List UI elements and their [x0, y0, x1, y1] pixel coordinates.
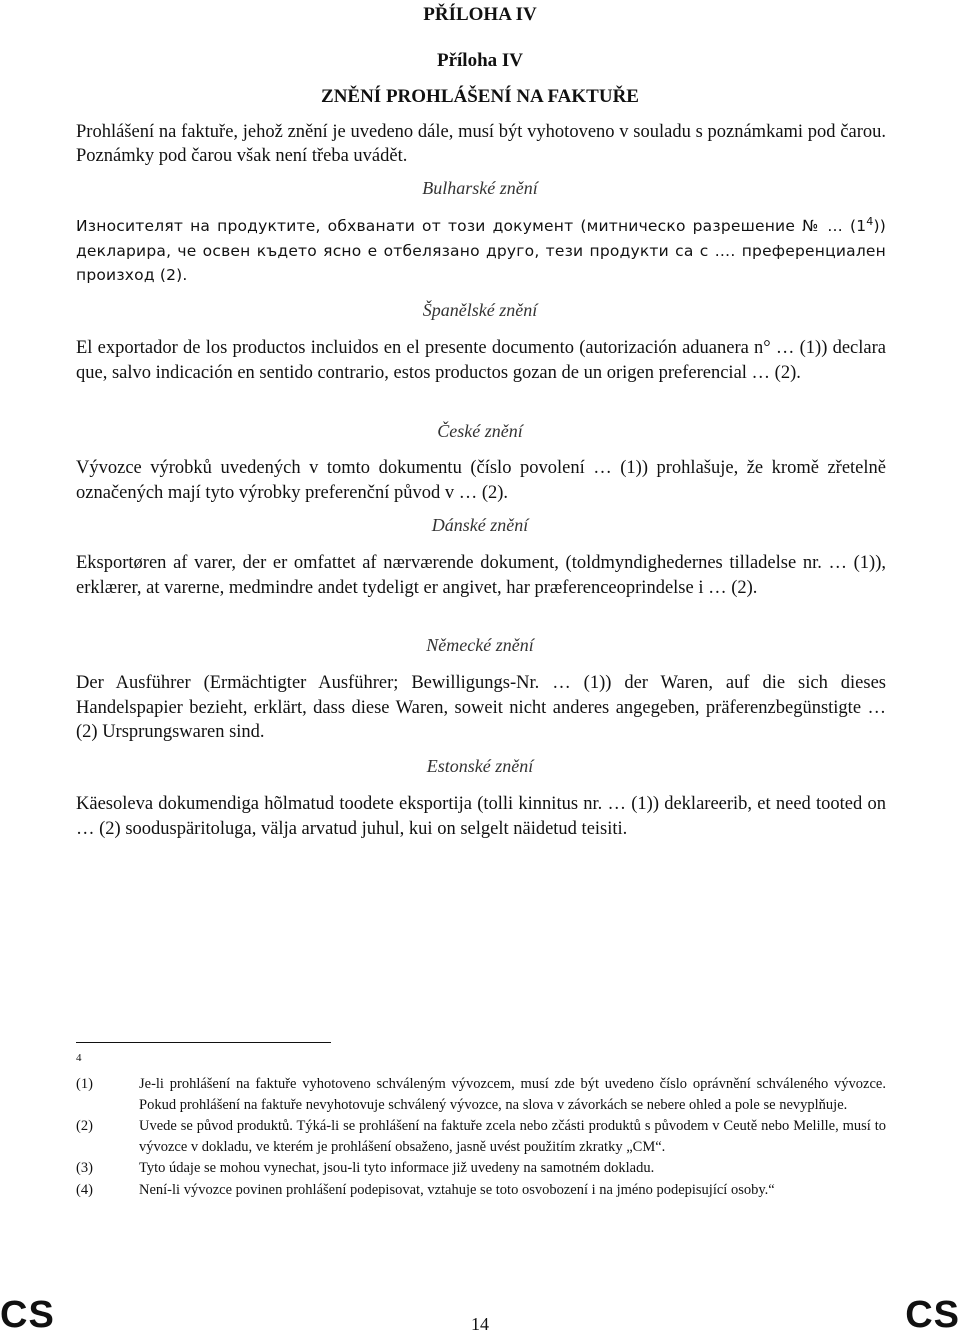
- footnote-number: (3): [76, 1160, 93, 1176]
- declaration-title: ZNĚNÍ PROHLÁŠENÍ NA FAKTUŘE: [321, 86, 639, 107]
- language-code-right: CS: [905, 1294, 960, 1336]
- footnote-item: [76, 1074, 886, 1115]
- section-text-bulgarian: [76, 214, 886, 288]
- annex-heading: PŘÍLOHA IV: [423, 4, 537, 25]
- section-heading-czech: České znění: [437, 421, 523, 441]
- footnote-marker: 4: [76, 1052, 82, 1064]
- footnote-number: (1): [76, 1076, 93, 1092]
- footnote-text: Tyto údaje se mohou vynechat, jsou-li tyto informace již uvedeny na samotném dokladu.: [139, 1160, 655, 1176]
- footnote-text: Je-li prohlášení na faktuře vyhotoveno schváleným vývozcem, musí zde být uvedeno číslo oprávnění schváleného vývozce. Pokud prohlášení na faktuře nevyhotovuje schválený vývozce, na slova v závorkách se nebere ohled a pole se nevyplňuje.: [139, 1076, 886, 1113]
- page-number: 14: [471, 1314, 489, 1334]
- footnote-text: Uvede se původ produktů. Týká-li se prohlášení na faktuře zcela nebo zčásti produktů s původem v Ceutě nebo Melille, musí to vývozce v dokladu, ve kterém je prohlášení obsaženo, jasně uvést použitím zkratky „CM“.: [139, 1118, 886, 1155]
- footnote-item: [76, 1116, 886, 1157]
- section-heading-danish: Dánské znění: [431, 515, 529, 535]
- footnote-number: (4): [76, 1181, 93, 1198]
- footnote-list: [76, 1074, 886, 1201]
- section-text-spanish: El exportador de los productos incluidos en el presente documento (autorización aduanera n° … (1)) declara que, salvo indicación en sentido contrario, estos productos gozan de un origen preferencial … (2).: [76, 338, 886, 383]
- section-text-german: Der Ausführer (Ermächtigter Ausführer; Bewilligungs-Nr. … (1)) der Waren, auf die sich dieses Handelspapier bezieht, erklärt, dass diese Waren, soweit nicht anderes angegeben, präferenzbegünstigte … (2) Ursprungswaren sind.: [76, 673, 886, 742]
- section-heading-estonian: Estonské znění: [426, 756, 534, 776]
- section-heading-bulgarian: Bulharské znění: [422, 178, 538, 198]
- section-text-estonian: Käesoleva dokumendiga hõlmatud toodete eksportija (tolli kinnitus nr. … (1)) deklareerib, et need tooted on … (2) sooduspäritoluga, välja arvatud juhul, kui on selgelt näidetud teisiti.: [76, 794, 886, 839]
- intro-paragraph: Prohlášení na faktuře, jehož znění je uvedeno dále, musí být vyhotoveno v souladu s poznámkami pod čarou. Poznámky pod čarou však není třeba uvádět.: [76, 122, 886, 166]
- footnote-item: [76, 1180, 886, 1201]
- bulgarian-text-part1: Износителят на продуктите, обхванати от този документ (митническо разрешение № … (1: [76, 217, 867, 235]
- section-heading-spanish: Španělské znění: [422, 300, 538, 320]
- footnote-number: (2): [76, 1118, 93, 1134]
- footnote-text: Není-li vývozce povinen prohlášení podepisovat, vztahuje se toto osvobození i na jméno podepisující osoby.“: [139, 1181, 775, 1198]
- footnote-separator: [76, 1042, 331, 1043]
- footnote-item: [76, 1158, 886, 1179]
- footnote-reference: 4: [866, 214, 874, 228]
- bulgarian-text-part2: )) декларира, че освен където ясно е отбелязано друго, тези продукти са с …. преференциален произход (2).: [76, 217, 886, 284]
- section-text-czech: Vývozce výrobků uvedených v tomto dokumentu (číslo povolení … (1)) prohlašuje, že kromě zřetelně označených mají tyto výrobky preferenční původ v … (2).: [76, 458, 886, 503]
- annex-subheading: Příloha IV: [436, 50, 524, 71]
- language-code-left: CS: [0, 1294, 55, 1336]
- section-heading-german: Německé znění: [426, 635, 534, 655]
- section-text-danish: Eksportøren af varer, der er omfattet af nærværende dokument, (toldmyndighedernes tilladelse nr. … (1)), erklærer, at varerne, medmindre andet tydeligt er angivet, har præferenceoprindelse i … (2).: [76, 553, 886, 598]
